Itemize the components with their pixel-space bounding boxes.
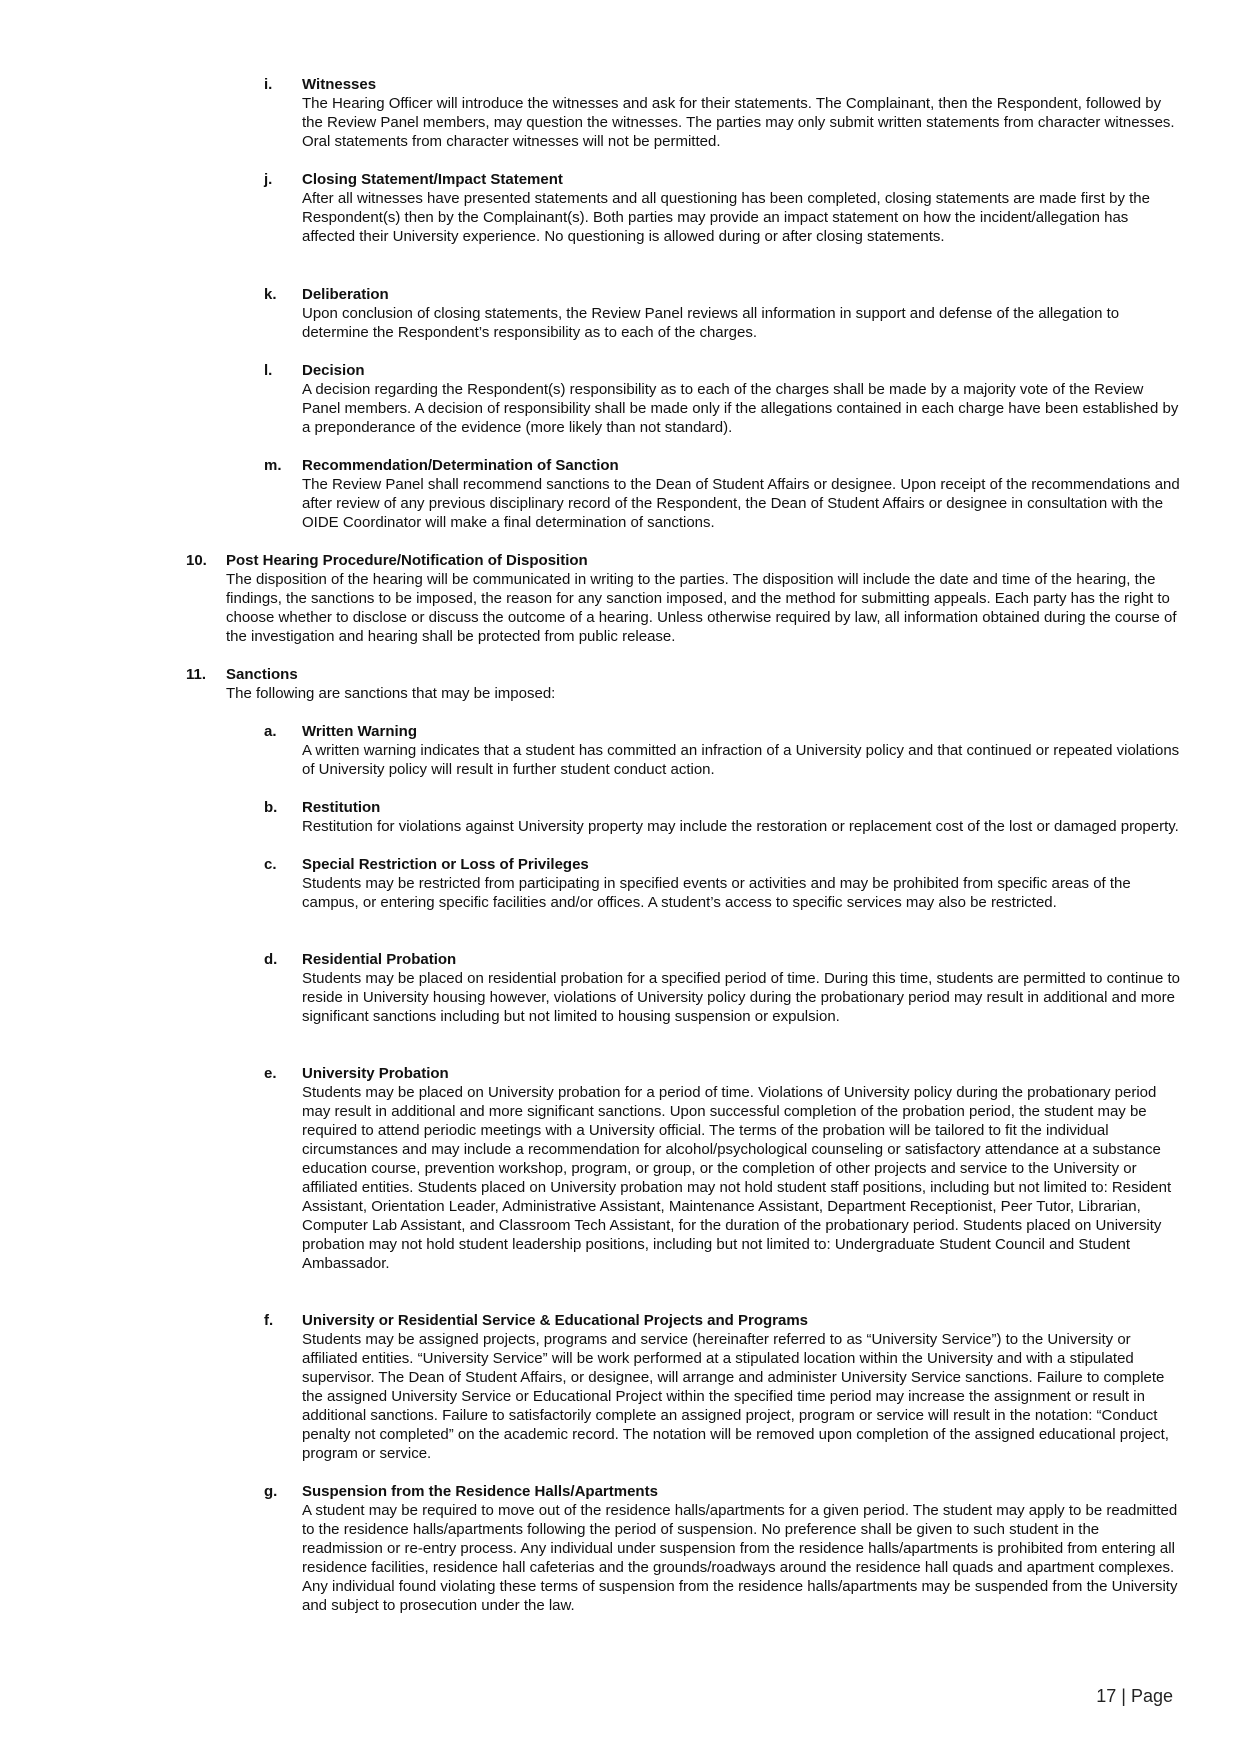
section-title: Post Hearing Procedure/Notification of Disposition	[226, 552, 588, 569]
item-title: University Probation	[302, 1065, 449, 1082]
item-letter: l.	[264, 362, 273, 379]
item-text: A decision regarding the Respondent(s) responsibility as to each of the charges shall be made by a majority vote of the Review Panel members. A decision of responsibility shall be made only if the allegations contained in each charge have been established by a preponderance of the evidence (more likely than not standard).	[302, 381, 1179, 436]
section-text: The following are sanctions that may be imposed:	[226, 685, 556, 702]
item-text: After all witnesses have presented statements and all questioning has been completed, closing statements are made first by the Respondent(s) then by the Complainant(s). Both parties may provide an impact statement on how the incident/allegation has affected their University experience. No questioning is allowed during or after closing statements.	[302, 190, 1150, 245]
item-letter: a.	[264, 723, 277, 740]
item-text: Students may be placed on residential probation for a specified period of time. During this time, students are permitted to continue to reside in University housing however, violations of University policy during the probationary period may result in additional and more significant sanctions including but not limited to housing suspension or expulsion.	[302, 970, 1180, 1025]
item-letter: e.	[264, 1065, 277, 1082]
item-letter: i.	[264, 76, 273, 93]
page-number: 17 | Page	[1096, 1686, 1173, 1706]
item-text: A written warning indicates that a student has committed an infraction of a University policy and that continued or repeated violations of University policy will result in further student conduct action.	[302, 742, 1180, 778]
item-title: Recommendation/Determination of Sanction	[302, 457, 619, 474]
item-text: Restitution for violations against University property may include the restoration or replacement cost of the lost or damaged property.	[302, 818, 1179, 835]
item-title: Restitution	[302, 799, 381, 816]
item-text: Upon conclusion of closing statements, the Review Panel reviews all information in support and defense of the allegation to determine the Respondent’s responsibility as to each of the charges.	[302, 305, 1120, 341]
item-letter: f.	[264, 1312, 274, 1329]
item-text: A student may be required to move out of the residence halls/apartments for a given period. The student may apply to be readmitted to the residence halls/apartments following the period of suspension. No preference shall be given to such student in the readmission or re-entry process. Any individual under suspension from the residence halls/apartments is prohibited from entering all residence facilities, residence hall cafeterias and the grounds/roadways around the residence hall quads and apartment complexes. Any individual found violating these terms of suspension from the residence halls/apartments may be suspended from the University and subject to prosecution under the law.	[302, 1502, 1178, 1614]
section-number: 10.	[186, 552, 207, 569]
item-text: The Hearing Officer will introduce the witnesses and ask for their statements. The Complainant, then the Respondent, followed by the Review Panel members, may question the witnesses. The parties may only submit written statements from character witnesses. Oral statements from character witnesses will not be permitted.	[302, 95, 1175, 150]
item-text: Students may be restricted from participating in specified events or activities and may be prohibited from specific areas of the campus, or entering specific facilities and/or offices. A student’s access to specific services may also be restricted.	[302, 875, 1131, 911]
item-letter: k.	[264, 286, 277, 303]
item-letter: g.	[264, 1483, 278, 1500]
item-text: Students may be assigned projects, programs and service (hereinafter referred to as “University Service”) to the University or affiliated entities. “University Service” will be work performed at a stipulated location within the University and with a stipulated supervisor. The Dean of Student Affairs, or designee, will arrange and administer University Service sanctions. Failure to complete the assigned University Service or Educational Project within the specified time period may increase the assignment or result in additional sanctions. Failure to satisfactorily complete an assigned project, program or service will result in the notation: “Conduct penalty not completed” on the academic record. The notation will be removed upon completion of the assigned educational project, program or service.	[302, 1331, 1169, 1462]
section-title: Sanctions	[226, 666, 298, 683]
item-title: University or Residential Service & Educational Projects and Programs	[302, 1312, 809, 1329]
item-title: Residential Probation	[302, 951, 457, 968]
item-text: Students may be placed on University probation for a period of time. Violations of University policy during the probationary period may result in additional and more significant sanctions. Upon successful completion of the probation period, the student may be required to attend periodic meetings with a University official. The terms of the probation will be tailored to fit the individual circumstances and may include a recommendation for alcohol/psychological counseling or satisfactory attendance at a substance education course, prevention workshop, program, or group, or the completion of other projects and service to the University or affiliated entities. Students placed on University probation may not hold student staff positions, including but not limited to: Resident Assistant, Orientation Leader, Administrative Assistant, Maintenance Assistant, Department Receptionist, Peer Tutor, Librarian, Computer Lab Assistant, and Classroom Tech Assistant, for the duration of the probationary period. Students placed on University probation may not hold student leadership positions, including but not limited to: Undergraduate Student Council and Student Ambassador.	[302, 1084, 1172, 1272]
item-text: The Review Panel shall recommend sanctions to the Dean of Student Affairs or designee. Upon receipt of the recommendations and after review of any previous disciplinary record of the Respondent, the Dean of Student Affairs or designee in consultation with the OIDE Coordinator will make a final determination of sanctions.	[302, 476, 1180, 531]
item-title: Suspension from the Residence Halls/Apartments	[302, 1483, 658, 1500]
item-letter: j.	[264, 171, 273, 188]
item-title: Special Restriction or Loss of Privileges	[302, 856, 589, 873]
item-letter: c.	[264, 856, 277, 873]
item-title: Written Warning	[302, 723, 417, 740]
item-title: Closing Statement/Impact Statement	[302, 171, 563, 188]
item-title: Decision	[302, 362, 365, 379]
item-title: Witnesses	[302, 76, 377, 93]
section-text: The disposition of the hearing will be communicated in writing to the parties. The disposition will include the date and time of the hearing, the findings, the sanctions to be imposed, the reason for any sanction imposed, and the method for submitting appeals. Each party has the right to choose whether to disclose or discuss the outcome of a hearing. Unless otherwise required by law, all information obtained during the course of the investigation and hearing shall be protected from public release.	[226, 571, 1177, 645]
section-number: 11.	[186, 666, 207, 683]
item-letter: b.	[264, 799, 278, 816]
item-letter: m.	[264, 457, 282, 474]
item-letter: d.	[264, 951, 278, 968]
item-title: Deliberation	[302, 286, 389, 303]
